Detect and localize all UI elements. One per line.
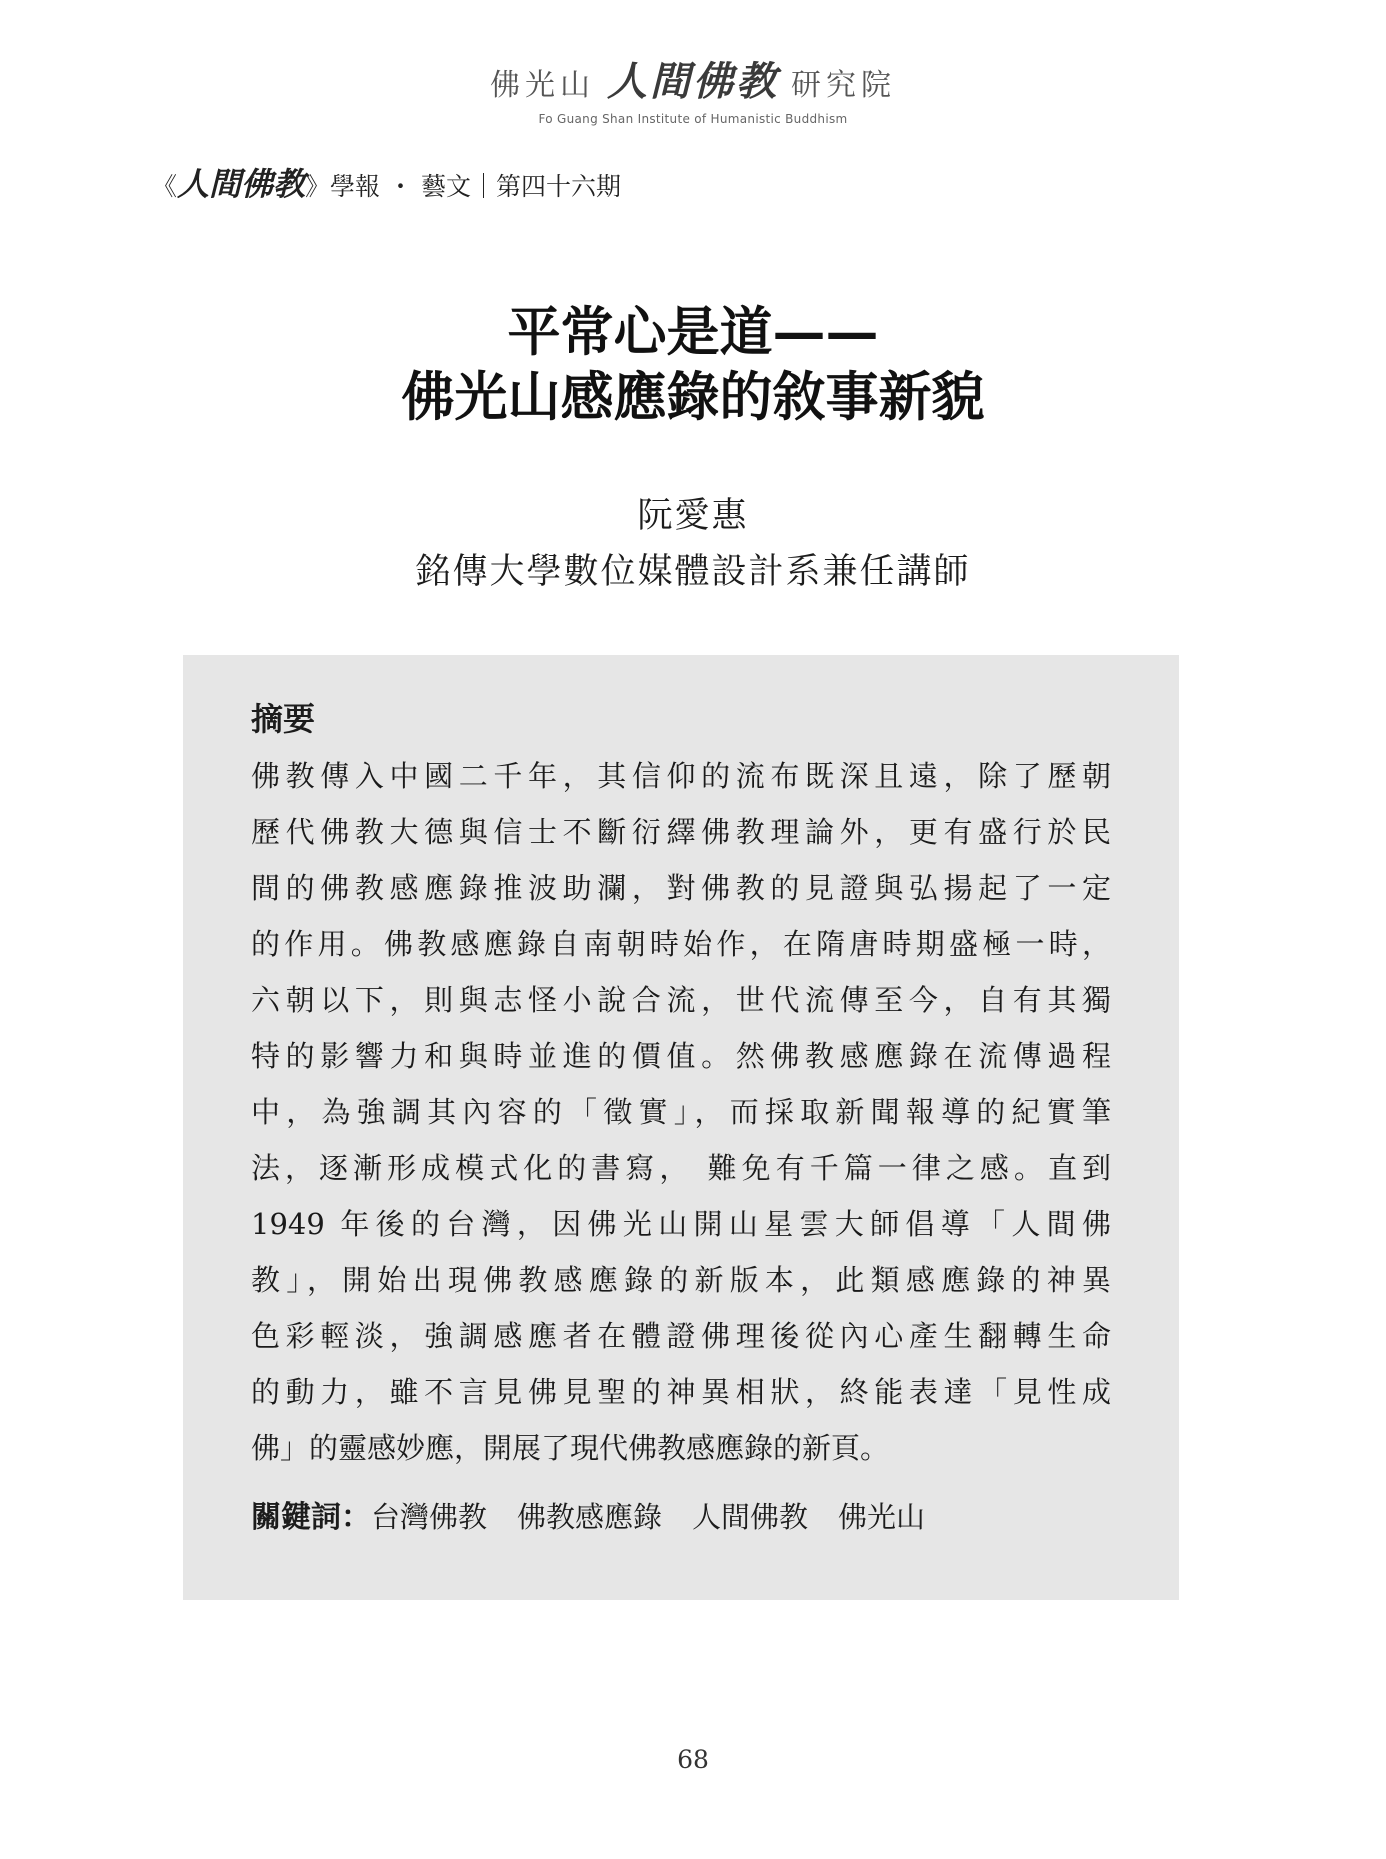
- keyword: 佛教感應錄: [517, 1500, 663, 1534]
- abstract-line: 特的影響力和與時並進的價值。然佛教感應錄在流傳過程: [251, 1039, 1111, 1073]
- abstract-line: 中，為強調其內容的「徵實」，而採取新聞報導的紀實筆: [251, 1095, 1111, 1129]
- abstract-line: 間的佛教感應錄推波助瀾，對佛教的見證與弘揚起了一定: [251, 871, 1111, 905]
- title-line-2: 佛光山感應錄的敘事新貌: [401, 366, 985, 428]
- title-line-1: 平常心是道——: [507, 301, 879, 363]
- journal-name: 人間佛教: [177, 165, 306, 203]
- abstract-line: 色彩輕淡，強調感應者在體證佛理後從內心產生翻轉生命: [251, 1319, 1111, 1353]
- abstract-line: 的作用。佛教感應錄自南朝時始作，在隋唐時期盛極一時，: [251, 927, 1111, 961]
- keyword: 台灣佛教: [371, 1500, 488, 1534]
- keywords-label: 關鍵詞：: [251, 1500, 371, 1535]
- abstract-box: [183, 655, 1179, 1600]
- running-head: [152, 164, 621, 207]
- abstract-line: 1949 年後的台灣，因佛光山開山星雲大師倡導「人間佛: [251, 1207, 1111, 1241]
- journal-close-bracket: 》: [305, 172, 331, 201]
- abstract-line: 六朝以下，則與志怪小說合流，世代流傳至今，自有其獨: [251, 983, 1111, 1017]
- author-affiliation: 銘傳大學數位媒體設計系兼任講師: [415, 552, 971, 592]
- abstract-line: 的動力，雖不言見佛見聖的神異相狀，終能表達「見性成: [251, 1375, 1111, 1409]
- abstract-heading: 摘要: [251, 700, 316, 738]
- journal-issue: 學報 ・ 藝文｜第四十六期: [330, 172, 621, 201]
- author-block: [0, 488, 1386, 600]
- institute-english-name: Fo Guang Shan Institute of Humanistic Buddhism: [538, 112, 848, 126]
- institute-name: [0, 58, 1386, 106]
- keyword: 佛光山: [838, 1500, 926, 1534]
- abstract-line: 佛教傳入中國二千年，其信仰的流布既深且遠，除了歷朝: [251, 759, 1111, 793]
- abstract-line: 法，逐漸形成模式化的書寫， 難免有千篇一律之感。直到: [251, 1151, 1111, 1185]
- keywords: [251, 1495, 955, 1540]
- abstract-line: 教」，開始出現佛教感應錄的新版本，此類感應錄的神異: [251, 1263, 1111, 1297]
- article-title: [0, 300, 1386, 430]
- institute-name-right: 研究院: [791, 68, 896, 103]
- abstract-line: 佛」的靈感妙應，開展了現代佛教感應錄的新頁。: [251, 1431, 890, 1465]
- institute-header: [0, 58, 1386, 126]
- keyword: 人間佛教: [692, 1500, 809, 1534]
- author-name: 阮愛惠: [637, 496, 749, 536]
- abstract-line: 歷代佛教大德與信士不斷衍繹佛教理論外，更有盛行於民: [251, 815, 1111, 849]
- abstract-body: [251, 748, 1111, 1476]
- institute-name-left: 佛光山: [490, 68, 595, 103]
- humanistic-buddhism-logo: 人間佛教: [607, 58, 779, 105]
- page-number: 68: [677, 1745, 709, 1774]
- journal-open-bracket: 《: [152, 172, 178, 201]
